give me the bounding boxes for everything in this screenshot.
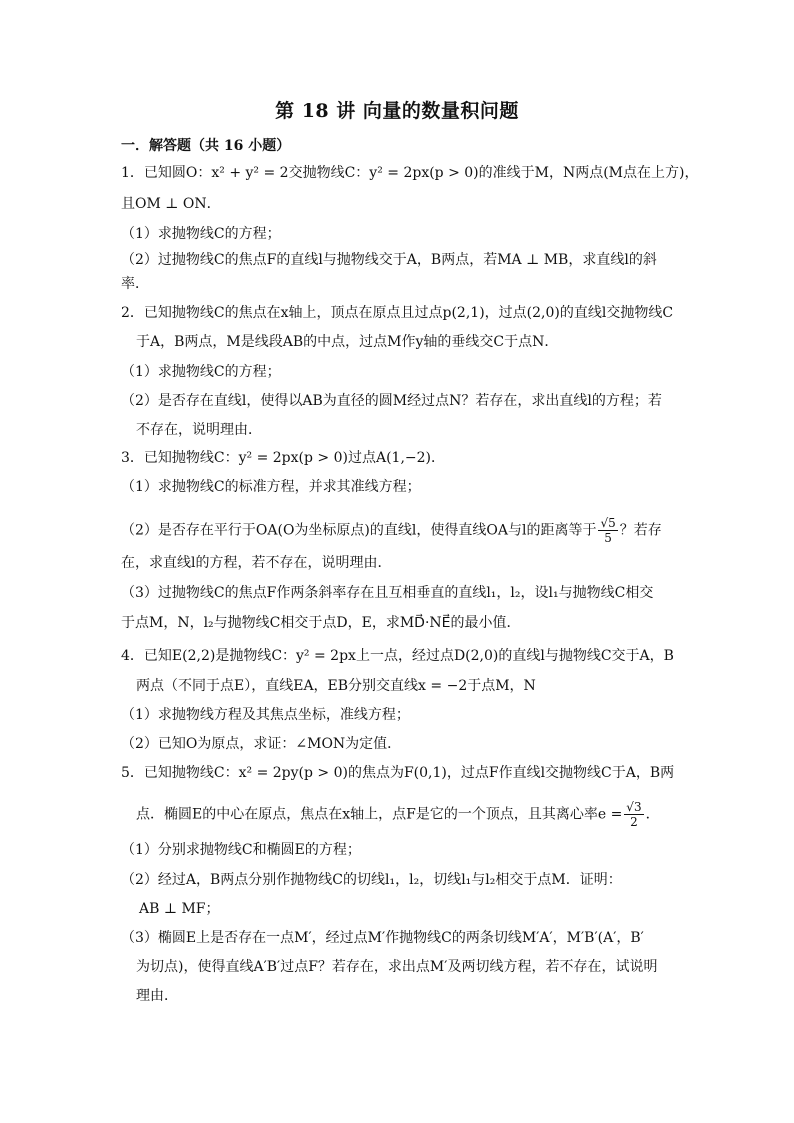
fraction-denominator: 2 bbox=[630, 815, 638, 829]
text-line: （1）求抛物线C的方程； bbox=[121, 364, 281, 380]
text-line: （1）求抛物线C的标准方程，并求其准线方程； bbox=[121, 479, 421, 495]
text-line: 1．已知圆O：x² + y² = 2交抛物线C：y² = 2px(p > 0)的准线于M，N两点(M点在上方)， bbox=[121, 165, 699, 181]
text-line: （3）过抛物线C的焦点F作两条斜率存在且互相垂直的直线l₁，l₂，设l₁与抛物线C相交 bbox=[121, 585, 654, 601]
fraction-numerator: √5 bbox=[600, 516, 616, 530]
page-title: 第 18 讲 向量的数量积问题 bbox=[275, 100, 519, 122]
text-line: （1）求抛物线方程及其焦点坐标，准线方程； bbox=[121, 707, 410, 723]
text-line: 不存在，说明理由． bbox=[136, 422, 262, 438]
text-line: 于A，B两点，M是线段AB的中点，过点M作y轴的垂线交C于点N． bbox=[136, 334, 559, 350]
text-line: 两点（不同于点E），直线EA，EB分别交直线x = −2于点M，N bbox=[136, 678, 536, 694]
text-segment: ？若存 bbox=[619, 522, 662, 539]
text-line: 为切点)，使得直线A′B′过点F？若存在，求出点M′及两切线方程，若不存在，试说明 bbox=[136, 959, 658, 975]
fraction-denominator: 5 bbox=[604, 531, 612, 545]
text-line: 且OM ⊥ ON． bbox=[121, 196, 221, 212]
text-line: （3）椭圆E上是否存在一点M′，经过点M′作抛物线C的两条切线M′A′，M′B′(A′，B′ bbox=[121, 930, 644, 946]
text-line: （2）是否存在直线l，使得以AB为直径的圆M经过点N？若存在，求出直线l的方程；若 bbox=[121, 393, 662, 409]
text-line: （1）分别求抛物线C和椭圆E的方程； bbox=[121, 842, 361, 858]
text-line: AB ⊥ MF； bbox=[139, 901, 220, 917]
text-line-with-fraction bbox=[136, 800, 660, 829]
text-line: 3．已知抛物线C：y² = 2px(p > 0)过点A(1,−2)． bbox=[121, 450, 445, 466]
text-line: （2）已知O为原点，求证：∠MON为定值． bbox=[121, 736, 402, 752]
text-segment: 点．椭圆E的中心在原点，焦点在x轴上，点F是它的一个顶点，且其离心率e = bbox=[136, 806, 623, 823]
fraction-sqrt3-over-2 bbox=[624, 800, 643, 829]
text-line: （1）求抛物线C的方程； bbox=[121, 226, 281, 242]
text-line: 于点M，N，l₂与抛物线C相交于点D，E，求MD⃗·NE⃗的最小值． bbox=[121, 615, 521, 631]
text-line: 在，求直线l的方程，若不存在，说明理由． bbox=[121, 555, 392, 571]
text-line-with-fraction bbox=[121, 516, 662, 545]
text-segment: ． bbox=[645, 806, 660, 823]
text-line: 率． bbox=[121, 276, 149, 292]
fraction-sqrt5-over-5 bbox=[598, 516, 617, 545]
text-line: 5．已知抛物线C：x² = 2py(p > 0)的焦点为F(0,1)，过点F作直线l交抛物线C于A，B两 bbox=[121, 765, 675, 781]
text-line: 理由． bbox=[136, 988, 178, 1004]
text-line: （2）经过A，B两点分别作抛物线C的切线l₁，l₂，切线l₁与l₂相交于点M．证明： bbox=[121, 872, 622, 888]
text-line: 2．已知抛物线C的焦点在x轴上，顶点在原点且过点p(2,1)，过点(2,0)的直线l交抛物线C bbox=[121, 305, 674, 321]
text-line: （2）过抛物线C的焦点F的直线l与抛物线交于A，B两点，若MA ⊥ MB，求直线l的斜 bbox=[121, 252, 657, 268]
text-line: 4．已知E(2,2)是抛物线C：y² = 2px上一点，经过点D(2,0)的直线l与抛物线C交于A，B bbox=[121, 648, 674, 664]
fraction-numerator: √3 bbox=[626, 800, 642, 814]
section-heading: 一．解答题（共 16 小题） bbox=[121, 138, 291, 154]
text-segment: （2）是否存在平行于OA(O为坐标原点)的直线l，使得直线OA与l的距离等于 bbox=[121, 522, 597, 539]
